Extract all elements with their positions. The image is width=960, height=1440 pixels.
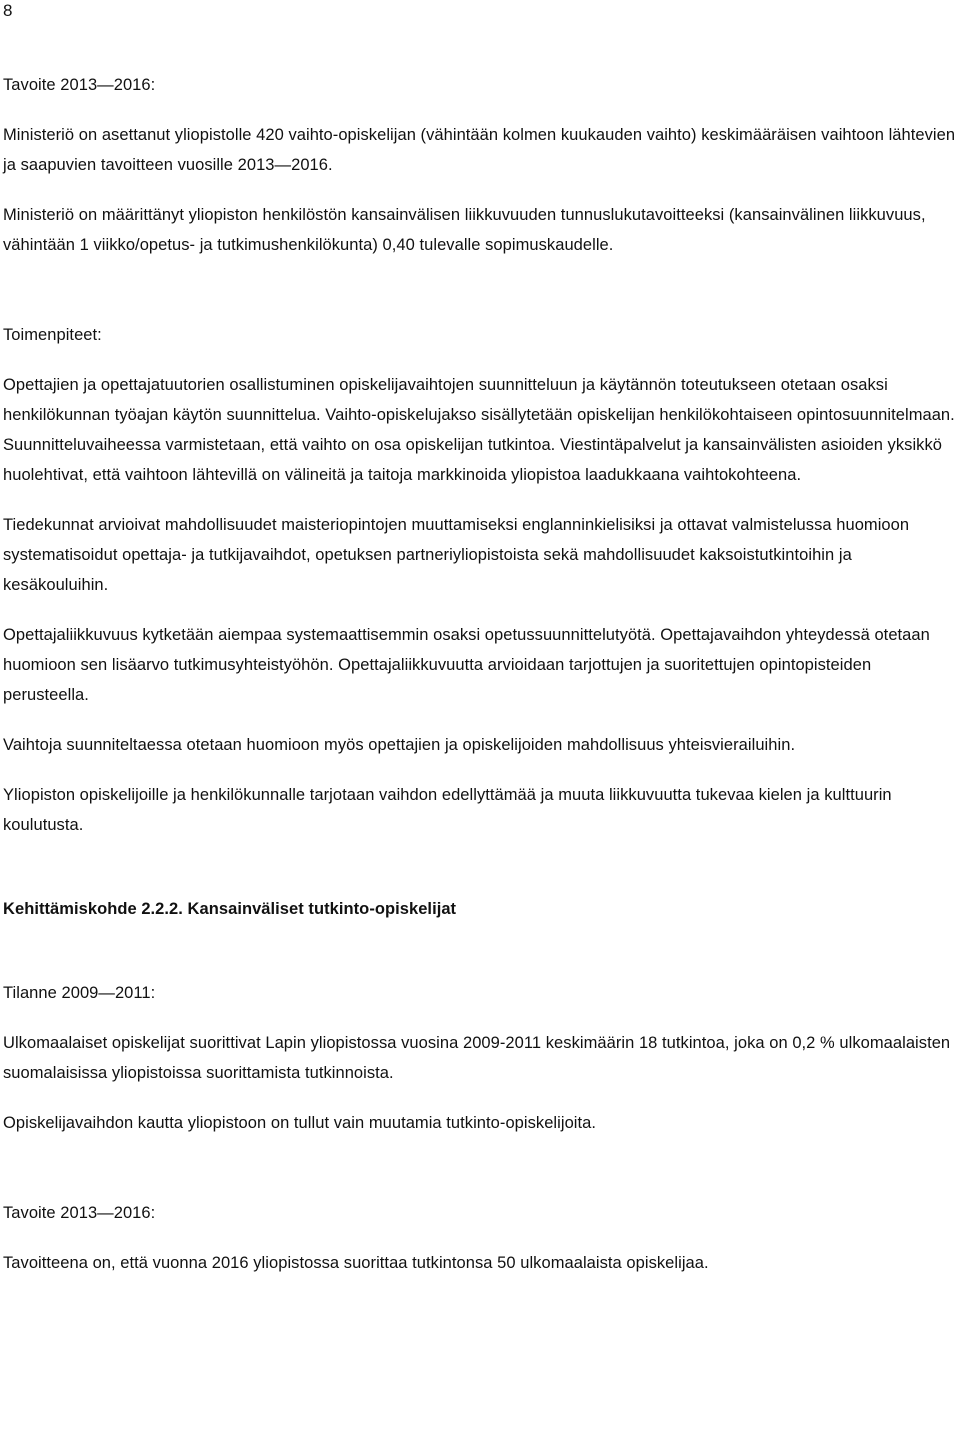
- paragraph-degree-goal: Tavoitteena on, että vuonna 2016 yliopistossa suorittaa tutkintonsa 50 ulkomaalaista opiskelijaa.: [3, 1254, 709, 1272]
- paragraph-ministry-exchange-goal: Ministeriö on asettanut yliopistolle 420 vaihto-opiskelijan (vähintään kolmen kuukauden vaihto) keskimääräisen vaihtoon lähtevien ja saapuvien tavoitteen vuosille 2013—2016.: [3, 126, 956, 174]
- paragraph-faculty-evaluation: Tiedekunnat arvioivat mahdollisuudet maisteriopintojen muuttamiseksi englanninkielisiksi ja ottavat valmistelussa huomioon systematisoidut opettaja- ja tutkijavaihdot, opetuksen partneriyliopistoista sekä mahdollisuudet kaksoistutkintoihin ja kesäkouluihin.: [3, 516, 910, 594]
- section-heading-goal: Tavoite 2013—2016:: [3, 76, 156, 94]
- paragraph-exchange-degree-students: Opiskelijavaihdon kautta yliopistoon on tullut vain muutamia tutkinto-opiskelijoita.: [3, 1114, 597, 1132]
- development-target-heading: Kehittämiskohde 2.2.2. Kansainväliset tutkinto-opiskelijat: [3, 900, 457, 918]
- paragraph-teacher-mobility: Opettajaliikkuvuus kytketään aiempaa systemaattisemmin osaksi opetussuunnittelutyötä. Opettajavaihdon yhteydessä otetaan huomioon sen lisäarvo tutkimusyhteistyöhön. Opettajaliikkuvuutta arvioidaan tarjottujen ja suoritettujen opintopisteiden perusteella.: [3, 626, 930, 704]
- paragraph-joint-visits: Vaihtoja suunniteltaessa otetaan huomioon myös opettajien ja opiskelijoiden mahdollisuus yhteisvierailuihin.: [3, 736, 796, 754]
- paragraph-language-training: Yliopiston opiskelijoille ja henkilökunnalle tarjotaan vaihdon edellyttämää ja muuta liikkuvuutta tukevaa kielen ja kulttuurin koulutusta.: [3, 786, 892, 834]
- section-heading-situation: Tilanne 2009—2011:: [3, 984, 156, 1002]
- document-body: [3, 70, 958, 1278]
- paragraph-teacher-participation: Opettajien ja opettajatuutorien osallistuminen opiskelijavaihtojen suunnitteluun ja käytännön toteutukseen otetaan osaksi henkilökunnan työajan käytön suunnittelua. Vaihto-opiskelujakso sisällytetään opiskelijan henkilökohtaiseen opintosuunnitelmaan. Suunnitteluvaiheessa varmistetaan, että vaihto on osa opiskelijan tutkintoa. Viestintäpalvelut ja kansainvälisten asioiden yksikkö huolehtivat, että vaihtoon lähtevillä on välineitä ja taitoja markkinoida yliopistoa laadukkaana vaihtokohteena.: [3, 376, 955, 484]
- paragraph-foreign-degrees: Ulkomaalaiset opiskelijat suorittivat Lapin yliopistossa vuosina 2009-2011 keskimäärin 18 tutkintoa, joka on 0,2 % ulkomaalaisten suomalaisissa yliopistoissa suorittamista tutkinnoista.: [3, 1034, 951, 1082]
- section-heading-goal-2: Tavoite 2013—2016:: [3, 1204, 156, 1222]
- paragraph-staff-mobility-goal: Ministeriö on määrittänyt yliopiston henkilöstön kansainvälisen liikkuvuuden tunnuslukutavoitteeksi (kansainvälinen liikkuvuus, vähintään 1 viikko/opetus- ja tutkimushenkilökunta) 0,40 tulevalle sopimuskaudelle.: [3, 206, 926, 254]
- page-number: 8: [3, 1, 13, 20]
- section-heading-actions: Toimenpiteet:: [3, 326, 102, 344]
